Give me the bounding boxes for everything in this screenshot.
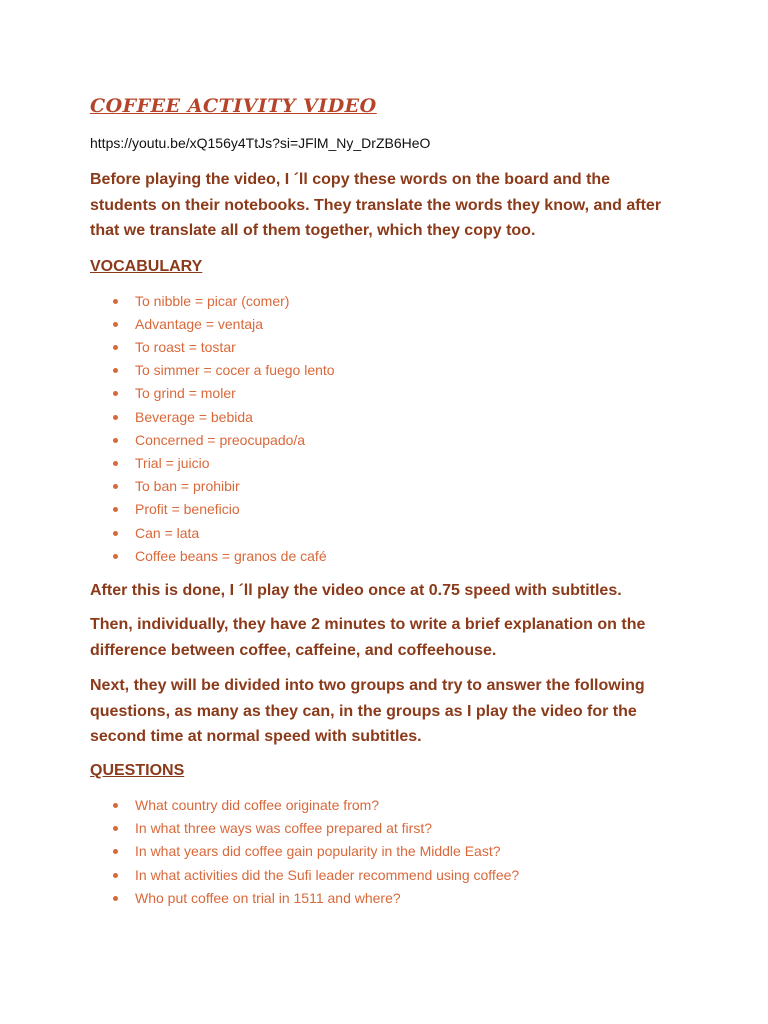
intro-paragraph: Before playing the video, I ´ll copy these words on the board and the students on their notebooks. They translate the words they know, and after that we translate all of them together, which they copy too. [90,171,662,239]
bullet-icon [113,415,118,420]
vocabulary-item-text: Coffee beans = granos de café [135,547,327,564]
vocabulary-item-text: Advantage = ventaja [135,315,264,332]
bullet-icon [113,554,118,559]
vocabulary-item [90,452,680,475]
video-link[interactable]: https://youtu.be/xQ156y4TtJs?si=JFlM_Ny_DrZB6HeO [90,135,431,151]
bullet-icon [113,345,118,350]
question-item-text: Who put coffee on trial in 1511 and where? [135,889,401,906]
vocabulary-item-text: To ban = prohibir [135,478,240,495]
bullet-icon [113,873,118,878]
vocabulary-item-text: Beverage = bebida [135,408,253,425]
vocabulary-item-text: Profit = beneficio [135,501,240,518]
question-item [90,794,680,817]
vocabulary-list [90,290,680,568]
bullet-icon [113,368,118,373]
question-item-text: What country did coffee originate from? [135,796,380,813]
vocabulary-item [90,359,680,382]
question-item [90,864,680,887]
vocabulary-item-text: To grind = moler [135,385,236,402]
vocabulary-item [90,313,680,336]
bullet-icon [113,322,118,327]
vocabulary-item-text: To simmer = cocer a fuego lento [135,362,335,379]
bullet-icon [113,438,118,443]
bullet-icon [113,391,118,396]
vocabulary-item [90,336,680,359]
question-item-text: In what activities did the Sufi leader recommend using coffee? [135,866,520,883]
vocabulary-item-text: Trial = juicio [135,454,210,471]
question-item [90,887,680,910]
vocabulary-item-text: Concerned = preocupado/a [135,431,306,448]
vocabulary-item-text: Can = lata [135,524,200,541]
vocabulary-item [90,290,680,313]
question-item-text: In what three ways was coffee prepared at first? [135,820,433,837]
bullet-icon [113,507,118,512]
bullet-icon [113,299,118,304]
vocabulary-item [90,406,680,429]
bullet-icon [113,484,118,489]
bullet-icon [113,803,118,808]
document-page [90,92,680,910]
question-item [90,817,680,840]
question-item [90,840,680,863]
bullet-icon [113,531,118,536]
bullet-icon [113,849,118,854]
vocabulary-item [90,429,680,452]
document-title: COFFEE ACTIVITY VIDEO [90,95,377,117]
vocabulary-item [90,545,680,568]
bullet-icon [113,461,118,466]
questions-list [90,794,680,910]
vocabulary-item [90,498,680,521]
vocabulary-heading: VOCABULARY [90,257,203,275]
questions-heading: QUESTIONS [90,761,185,779]
bullet-icon [113,826,118,831]
bullet-icon [113,896,118,901]
vocabulary-item [90,475,680,498]
vocabulary-item-text: To roast = tostar [135,338,236,355]
question-item-text: In what years did coffee gain popularity in the Middle East? [135,843,501,860]
after-vocabulary-paragraph: After this is done, I ´ll play the video once at 0.75 speed with subtitles. [90,581,622,599]
next-paragraph: Next, they will be divided into two groups and try to answer the following questions, as many as they can, in the groups as I play the video for the second time at normal speed with subtitles. [90,677,645,746]
vocabulary-item [90,522,680,545]
then-paragraph: Then, individually, they have 2 minutes to write a brief explanation on the difference between coffee, caffeine, and coffeehouse. [90,616,646,659]
vocabulary-item-text: To nibble = picar (comer) [135,292,290,309]
vocabulary-item [90,382,680,405]
